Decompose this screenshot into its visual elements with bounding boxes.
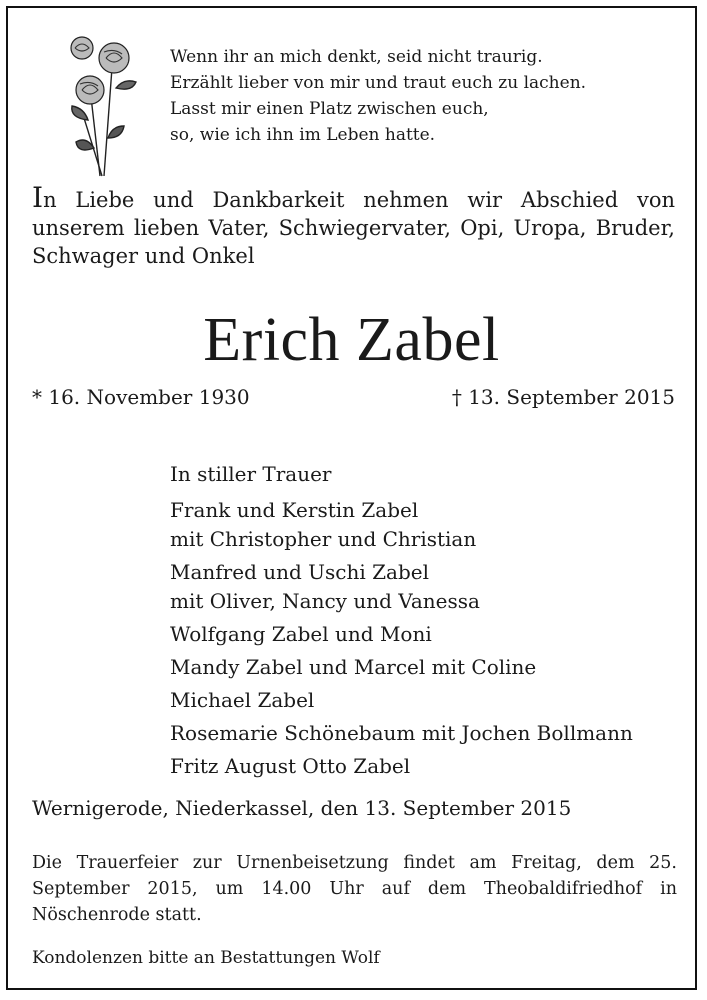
mourners-lead: In stiller Trauer [170,462,332,486]
mourner-line: Frank und Kerstin Zabel [170,498,419,522]
obituary-card [6,6,697,990]
poem-line: Wenn ihr an mich denkt, seid nicht traurig. [170,47,543,67]
mourner-line: Fritz August Otto Zabel [170,754,411,778]
mourner-line: Wolfgang Zabel und Moni [170,622,432,646]
place-and-date: Wernigerode, Niederkassel, den 13. September 2015 [32,796,572,820]
mourner-line: Rosemarie Schönebaum mit Jochen Bollmann [170,721,633,745]
intro-initial: I [32,181,44,214]
mourner-entry [170,558,633,616]
roses-icon [60,28,142,178]
mourner-line: mit Oliver, Nancy und Vanessa [170,589,480,613]
poem-line: Lasst mir einen Platz zwischen euch, [170,99,489,119]
mourners-list [170,460,633,785]
mourner-entry [170,686,633,715]
mourner-entry [170,752,633,781]
deceased-name: Erich Zabel [203,306,500,374]
ceremony-notice: Die Trauerfeier zur Urnenbeisetzung findet am Freitag, dem 25. September 2015, um 14.00 Uhr auf dem Theobaldifriedhof in Nöschenrode statt. [32,853,677,925]
condolences-note: Kondolenzen bitte an Bestattungen Wolf [32,948,380,968]
intro-text: n Liebe und Dankbarkeit nehmen wir Abschied von unserem lieben Vater, Schwiegervater, Opi, Uropa, Bruder, Schwager und Onkel [32,188,675,268]
mourner-line: Mandy Zabel und Marcel mit Coline [170,655,537,679]
mourner-line: Michael Zabel [170,688,315,712]
poem-line: Erzählt lieber von mir und traut euch zu lachen. [170,73,587,93]
mourner-entry [170,653,633,682]
farewell-intro [32,181,675,270]
poem-line: so, wie ich ihn im Leben hatte. [170,125,436,145]
mourner-line: Manfred und Uschi Zabel [170,560,429,584]
death-date: † 13. September 2015 [451,385,675,409]
mourner-entry [170,496,633,554]
mourner-entry [170,719,633,748]
birth-date: * 16. November 1930 [32,385,250,409]
mourner-entry [170,620,633,649]
mourner-line: mit Christopher und Christian [170,527,477,551]
poem [170,44,586,148]
